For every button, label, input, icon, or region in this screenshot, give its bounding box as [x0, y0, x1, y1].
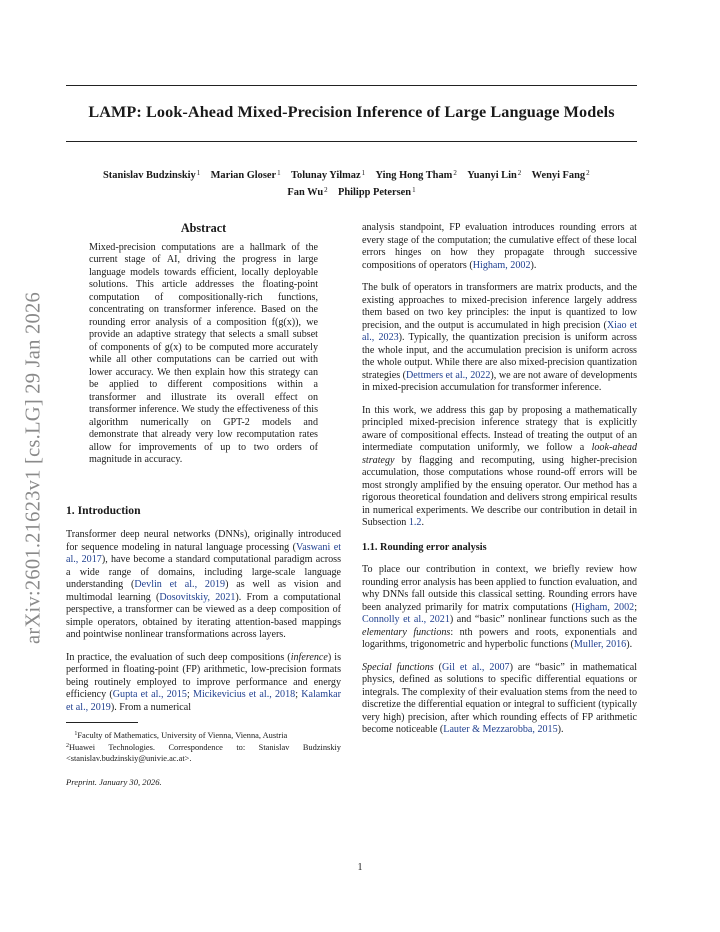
citation-link[interactable]: Higham, 2002 [472, 259, 531, 271]
footnote-affiliation-2: $^2$Huawei Technologies. Correspondence to: Stanislav Budzinskiy <stanislav.budzinskiy@univie.ac.at>. [66, 743, 341, 763]
intro-paragraph-4: The bulk of operators in transformers are matrix products, and the existing approaches to mixed-precision inference largely address them based on two key principles: the input is quantized to low precision, and the output is accumulated in high precision (Xiao et al., 2023). Typically, the quantization precision is uniform across the whole input, and the accumulation precision is uniform across the whole output. While there are also mixed-precision quantization strategies (Dettmers et al., 2022), we are not aware of developments in mixed-precision accumulation for transformer inference. [362, 282, 638, 393]
arxiv-id: arXiv:2601.21623v1 [cs.LG] 29 Jan 2026 [22, 292, 45, 644]
right-column [362, 222, 637, 737]
introduction-heading: 1. Introduction [66, 503, 141, 517]
section-1-1-paragraph-1: To place our contribution in context, we briefly review how rounding error analysis has been applied to function evaluation, and why DNNs fall outside this classical setting. Rounding errors have been analyzed primarily for matrix computations (Higham, 2002; Connolly et al., 2021) and “basic” nonlinear functions such as the elementary functions: nth powers and roots, exponentials and logarithms, trigonometric and hyperbolic functions (Muller, 2016). [362, 564, 637, 650]
citation-link[interactable]: Gupta et al., 2015 [112, 689, 187, 700]
title-bottom-rule [66, 141, 637, 142]
author: Ying Hong Tham$^2$ [375, 169, 457, 181]
intro-paragraph-1: Transformer deep neural networks (DNNs), originally introduced for sequence modeling in natural language processing (Vaswani et al., 2017), have become a standard computational paradigm across a wide range of domains, including large-scale language understanding (Devlin et al., 2019) as well as vision and multimodal learning (Dosovitskiy, 2021). From a computational perspective, a transformer can be viewed as a deep composition of simple operators, obtained by iterating attention-based mappings and pointwise nonlinear transformations across layers. [66, 529, 342, 640]
author: Yuanyi Lin$^2$ [467, 169, 522, 181]
citation-link[interactable]: Muller, 2016 [573, 639, 627, 650]
citation-link[interactable]: Xiao et al., 2023 [362, 319, 637, 343]
citation-link[interactable]: Higham, 2002 [574, 601, 635, 613]
abstract-text: Mixed-precision computations are a hallmark of the current stage of AI, driving the progress in large language models towards efficient, locally deployable solutions. This article addresses the floating-point computation of compositionally-rich functions, concentrating on transformer inference. Based on the rounding error analysis of a composition f(g(x)), we provide an adaptive strategy that selects a small subset of components of g(x) to be computed more accurately while all other computations can be carried out with lower accuracy. We then explain how this strategy can be applied to different compositions within a transformer and illustrate its overall effect on transformer inference. We study the effectiveness of this algorithm numerically on GPT-2 models and demonstrate that already very low recomputation rates allow for improvements of up to two orders of magnitude in accuracy. [89, 241, 318, 465]
section-1-1-paragraph-2: Special functions (Gil et al., 2007) are “basic” in mathematical physics, defined as solutions to specific differential equations or integrals. The complexity of their evaluation stems from the need to discretize the differential equation or integral to sufficient (typically very high) precision, after which rounding effects of FP arithmetic become noticeable (Lauter & Mezzarobba, 2015). [362, 661, 638, 735]
intro-paragraph-5: In this work, we address this gap by proposing a mathematically principled mixed-precision inference strategy that is explicitly aware of compositional effects. Instead of treating the output of an intermediate computation uniformly, we follow a look-ahead strategy by flagging and recomputing, using higher-precision accumulation, those computations whose round-off errors will be most strongly amplified by the ensuing operator. Our method has a rigorous theoretical foundation and delivers strong empirical results in numerical experiments. We describe our contribution in detail in Subsection 1.2. [362, 404, 637, 528]
citation-link[interactable]: Connolly et al., 2021 [362, 614, 450, 625]
subsection-1-1-heading: 1.1. Rounding error analysis [362, 541, 487, 553]
abstract-heading: Abstract [180, 221, 227, 235]
preprint-date: Preprint. January 30, 2026. [66, 777, 162, 788]
page-number: 1 [357, 862, 363, 873]
citation-link[interactable]: Lauter & Mezzarobba, 2015 [443, 724, 558, 735]
subsection-reference-link[interactable]: 1.2 [408, 517, 422, 528]
author: Wenyi Fang$^2$ [531, 169, 590, 181]
citation-link[interactable]: Devlin et al., 2019 [134, 579, 226, 590]
citation-link[interactable]: Dettmers et al., 2022 [406, 369, 491, 381]
citation-link[interactable]: Gil et al., 2007 [442, 661, 510, 673]
author-list [66, 166, 637, 200]
citation-link[interactable]: Micikevicius et al., 2018 [192, 689, 296, 700]
author: Fan Wu$^2$ [287, 186, 328, 198]
footnote-affiliation-1: $^1$Faculty of Mathematics, University of Vienna, Vienna, Austria [74, 731, 288, 740]
citation-link[interactable]: Dosovitskiy, 2021 [159, 591, 236, 603]
citation-link[interactable]: Kalamkar et al., 2019 [66, 689, 342, 713]
author: Tolunay Yilmaz$^1$ [291, 169, 366, 181]
author: Marian Gloser$^1$ [210, 169, 281, 181]
left-column [66, 222, 341, 789]
intro-paragraph-2: In practice, the evaluation of such deep compositions (inference) is performed in floating-point (FP) arithmetic, low-precision formats being routinely employed to improve performance and energy efficiency (Gupta et al., 2015; Micikevicius et al., 2018; Kalamkar et al., 2019). From a numerical [66, 651, 342, 713]
top-rule [66, 85, 637, 86]
intro-paragraph-3: analysis standpoint, FP evaluation introduces rounding errors at every stage of the computation; the cumulative effect of these local errors hinges on how they propagate through successive compositions of operators (Higham, 2002). [362, 222, 637, 271]
author: Philipp Petersen$^1$ [338, 186, 416, 198]
citation-link[interactable]: Vaswani et al., 2017 [66, 541, 342, 565]
paper-title: LAMP: Look-Ahead Mixed-Precision Inference of Large Language Models [88, 103, 615, 121]
author: Stanislav Budzinskiy$^1$ [103, 169, 201, 181]
footnote-rule [66, 722, 138, 723]
